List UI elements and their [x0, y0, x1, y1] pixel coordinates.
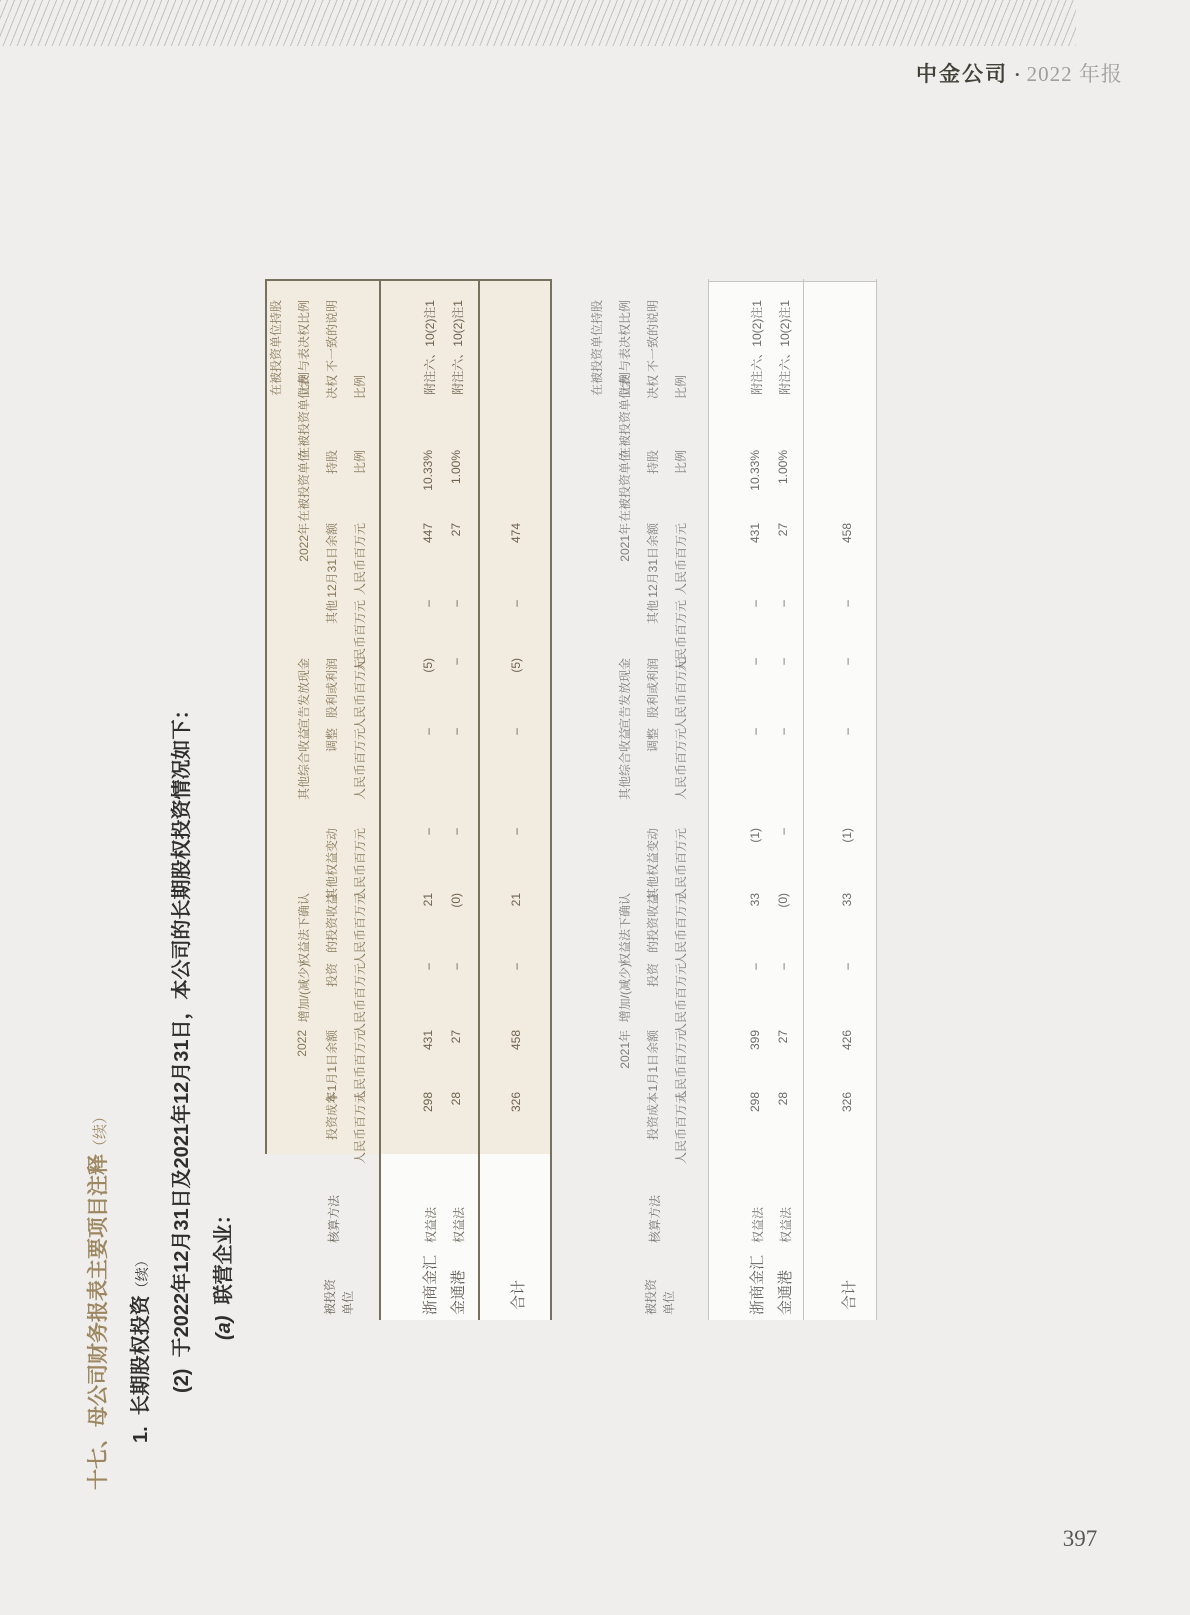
table-2022-total-value-cell: – [509, 600, 523, 607]
table-2022-value-cell: 28 [449, 1092, 463, 1106]
table-2022-value-cell: – [449, 658, 463, 665]
table-2022-edge-rule [266, 279, 550, 281]
table-2021-col-header-line: 人民币百万元 [674, 1092, 688, 1165]
table-2021-col-header-line: 其他 [646, 600, 660, 625]
report-edition: 2022 年报 [1026, 62, 1123, 86]
table-2022-col-header-line: 不一致的说明 [325, 300, 339, 373]
table-2021-col-header-line: 人民币百万元 [674, 728, 688, 801]
page-number: 397 [1062, 1526, 1098, 1551]
table-2022-method-header: 核算方法 [327, 1194, 341, 1243]
table-2021-value-cell: – [748, 658, 762, 665]
table-2021-value-cell: 298 [748, 1092, 762, 1113]
table-2021-header-rule [708, 279, 709, 1320]
table-2022-total-label: 合计 [510, 1279, 527, 1310]
table-2022-value-cell: 431 [421, 1030, 435, 1051]
table-2022-col-header-line: 人民币百万元 [353, 963, 367, 1036]
table-2022-col-header-line: 投资成本 [325, 1092, 339, 1141]
table-2021-method-cell: 权益法 [779, 1206, 793, 1243]
table-2022-col-header-line: 2022年 [297, 523, 311, 562]
table-2022-value-cell: (5) [421, 658, 435, 673]
table-2022-total-value-cell: 326 [509, 1092, 523, 1113]
table-2022-header-rule [379, 279, 381, 1320]
table-2021-col-header-line: 其他综合收益 [618, 728, 632, 801]
table-2022-value-cell: 附注六、10(2)注1 [451, 300, 465, 395]
table-2021-col-header-line: 12月31日余额 [646, 523, 660, 598]
table-2022-value-cell: – [449, 963, 463, 970]
table-2022-col-header-line: 权益法下确认 [297, 893, 311, 966]
table-2022-value-cell: 27 [449, 523, 463, 537]
table-2021-investee-header: 被投资 [644, 1278, 658, 1315]
table-2022-total-value-cell: – [509, 828, 523, 835]
table-2022-col-header-line: 宣告发放现金 [297, 658, 311, 731]
table-2021-col-header-line: 投资 [646, 963, 660, 988]
table-2022-col-header-line: 在被投资单位 [297, 450, 311, 523]
table-2022-col-header-line: 人民币百万元 [353, 658, 367, 731]
table-2022-total-value-cell: 21 [509, 893, 523, 907]
table-2021-total-value-cell: – [840, 600, 854, 607]
rotated-content [80, 240, 900, 1500]
table-2021-total-label: 合计 [841, 1279, 858, 1310]
table-2022-col-header-line: 持股 [325, 450, 339, 475]
table-2022-total-rule [478, 279, 480, 1320]
table-2021-investee-header: 单位 [662, 1290, 676, 1315]
table-2021-col-header-line: 决权 [646, 375, 660, 400]
table-2022-method-cell: 权益法 [424, 1206, 438, 1243]
table-2021-value-cell: – [748, 728, 762, 735]
table-2021-col-header-line: 股利或利润 [646, 658, 660, 719]
table-2022-value-cell: 10.33% [421, 450, 435, 491]
table-2021-col-header-line: 比例 [674, 450, 688, 475]
table-2022-value-cell: 1.00% [449, 450, 463, 485]
table-2021-total-value-cell: – [840, 658, 854, 665]
table-2022-col-header-line: 其他综合收益 [297, 728, 311, 801]
table-2021-bottom-rule [876, 279, 877, 1320]
table-2021-value-cell: (1) [748, 828, 762, 843]
table-2021-total-value-cell: 33 [840, 893, 854, 907]
table-2022-col-header-line: 调整 [325, 728, 339, 753]
table-2021-col-header-line: 人民币百万元 [674, 1030, 688, 1103]
table-2021-col-header-line: 1月1日余额 [646, 1030, 660, 1092]
table-2021-value-cell: – [748, 600, 762, 607]
table-2021-value-cell: 10.33% [748, 450, 762, 491]
table-2021-col-header-line: 其他权益变动 [646, 828, 660, 901]
table-2021-value-cell: – [776, 658, 790, 665]
table-2022-col-header-line: 在被投资单位表 [297, 375, 311, 460]
table-2022-total-value-cell: 458 [509, 1030, 523, 1051]
table-2021-col-header-line: 人民币百万元 [674, 523, 688, 596]
table-2022-row-label: 金通港 [450, 1269, 467, 1315]
table-2022-value-cell: – [421, 963, 435, 970]
table-2021-col-header-line: 人民币百万元 [674, 893, 688, 966]
table-2022-investee-header: 被投资 [323, 1278, 337, 1315]
table-2022-value-cell: – [449, 828, 463, 835]
table-2021-value-cell: 431 [748, 523, 762, 544]
table-2021-col-header-line: 调整 [646, 728, 660, 753]
table-2021-total-value-cell: 326 [840, 1092, 854, 1113]
table-2021-total-rule [803, 279, 804, 1320]
table-2021-edge-rule [708, 281, 876, 282]
table-2022-col-header-line: 人民币百万元 [353, 893, 367, 966]
table-2022-value-cell: – [421, 600, 435, 607]
table-2021-value-cell: (0) [776, 893, 790, 908]
table-2022-col-header-line: 在被投资单位持股 [269, 300, 283, 397]
table-2022-col-header-line: 的投资收益 [325, 893, 339, 954]
table-2021-method-header: 核算方法 [648, 1194, 662, 1243]
table-2021-value-cell: 27 [776, 523, 790, 537]
table-2021-col-header-line: 不一致的说明 [646, 300, 660, 373]
table-2021-col-header-line: 人民币百万元 [674, 658, 688, 731]
table-2021-value-cell: 附注六、10(2)注1 [778, 300, 792, 395]
table-2021-value-cell: – [776, 600, 790, 607]
table-2022-total-value-cell: (5) [509, 658, 523, 673]
table-2021-col-header-line: 比例 [674, 375, 688, 400]
table-2022-value-cell: 21 [421, 893, 435, 907]
table-2022-col-header-line: 人民币百万元 [353, 1030, 367, 1103]
table-2021-value-cell: – [776, 728, 790, 735]
table-2022-col-header-line: 比例 [353, 375, 367, 400]
section-title: 十七、母公司财务报表主要项目注释（续） [87, 1108, 110, 1490]
table-2022-col-header-line: 其他权益变动 [325, 828, 339, 901]
subsection-title: 1. 长期股权投资（续） [130, 1253, 152, 1443]
company-name: 中金公司 [916, 62, 1008, 86]
table-2022-value-cell: 298 [421, 1092, 435, 1113]
table-2022-col-header-line: 比例与表决权比例 [297, 300, 311, 397]
table-2021-col-header-line: 比例与表决权比例 [618, 300, 632, 397]
table-2022-value-cell: (0) [449, 893, 463, 908]
table-2022-total-value-cell: – [509, 963, 523, 970]
table-2022-value-cell: – [449, 600, 463, 607]
page-header [916, 58, 1123, 88]
table-2021-total-value-cell: – [840, 963, 854, 970]
table-2021-value-cell: – [776, 828, 790, 835]
bullet-separator: • [1015, 67, 1020, 82]
table-2022-value-cell: – [421, 728, 435, 735]
table-2021-total-value-cell: (1) [840, 828, 854, 843]
hatch-band [0, 0, 1076, 46]
table-2021-col-header-line: 持股 [646, 450, 660, 475]
table-2021-col-header-line: 人民币百万元 [674, 600, 688, 673]
item-title: (2) 于2022年12月31日及2021年12月31日，本公司的长期股权投资情况如下： [171, 699, 193, 1393]
table-2022-col-header-line: 2022 [295, 1030, 309, 1057]
table-2021-total-value-cell: 426 [840, 1030, 854, 1051]
table-2021-value-cell: 28 [776, 1092, 790, 1106]
table-2022-method-cell: 权益法 [452, 1206, 466, 1243]
table-2022-value-cell: – [449, 728, 463, 735]
table-2022-col-header-line: 人民币百万元 [353, 523, 367, 596]
table-2022-col-header-line: 股利或利润 [325, 658, 339, 719]
table-2022-col-header-line: 决权 [325, 375, 339, 400]
table-2021-col-header-line: 人民币百万元 [674, 828, 688, 901]
table-2021-method-cell: 权益法 [751, 1206, 765, 1243]
table-2021-col-header-line: 投资成本 [646, 1092, 660, 1141]
table-2021-col-header-line: 增加/(减少) [618, 963, 632, 1023]
table-2022-bottom-rule [550, 279, 552, 1320]
table-2021-value-cell: – [776, 963, 790, 970]
table-2022-col-header-line: 投资 [325, 963, 339, 988]
table-2022-investee-header: 单位 [341, 1290, 355, 1315]
table-2021-col-header-line: 在被投资单位 [618, 450, 632, 523]
table-2021-value-cell: 27 [776, 1030, 790, 1044]
table-2021-value-cell: 附注六、10(2)注1 [750, 300, 764, 395]
table-2022-col-header-line: 人民币百万元 [353, 600, 367, 673]
table-2021-value-cell: 1.00% [776, 450, 790, 485]
table-2022-col-header-line: 人民币百万元 [353, 1092, 367, 1165]
table-2021-row-label: 浙商金汇 [749, 1254, 766, 1315]
table-2022-row-label: 浙商金汇 [422, 1254, 439, 1315]
table-2022-total-value-cell: – [509, 728, 523, 735]
table-2021-value-cell: 399 [748, 1030, 762, 1051]
table-2022-value-cell: 27 [449, 1030, 463, 1044]
table-2021-total-value-cell: 458 [840, 523, 854, 544]
table-2022-value-cell: 447 [421, 523, 435, 544]
table-2021-col-header-line: 2021年 [618, 1030, 632, 1069]
table-2022-col-header-line: 人民币百万元 [353, 728, 367, 801]
table-2021-total-value-cell: – [840, 728, 854, 735]
table-2021-col-header-line: 宣告发放现金 [618, 658, 632, 731]
table-2022-col-header-line: 年1月1日余额 [325, 1030, 339, 1104]
table-2022-col-header-line: 比例 [353, 450, 367, 475]
table-2021-row-label: 金通港 [777, 1269, 794, 1315]
table-2021-col-header-line: 在被投资单位表 [618, 375, 632, 460]
table-2021-col-header-line: 人民币百万元 [674, 963, 688, 1036]
table-2021-col-header-line: 在被投资单位持股 [590, 300, 604, 397]
table-2022-col-header-line: 人民币百万元 [353, 828, 367, 901]
table-2022-total-value-cell: 474 [509, 523, 523, 544]
table-2022-value-cell: – [421, 828, 435, 835]
table-2021-value-cell: 33 [748, 893, 762, 907]
table-2021-col-header-line: 2021年 [618, 523, 632, 562]
table-2021-col-header-line: 的投资收益 [646, 893, 660, 954]
table-2021-value-cell: – [748, 963, 762, 970]
table-2022-col-header-line: 12月31日余额 [325, 523, 339, 598]
sub-item-title: (a) 联营企业： [213, 1204, 235, 1340]
table-2022-value-cell: 附注六、10(2)注1 [423, 300, 437, 395]
table-2021-col-header-line: 权益法下确认 [618, 893, 632, 966]
table-2022-col-header-line: 增加/(减少) [297, 963, 311, 1023]
table-2022-col-header-line: 其他 [325, 600, 339, 625]
